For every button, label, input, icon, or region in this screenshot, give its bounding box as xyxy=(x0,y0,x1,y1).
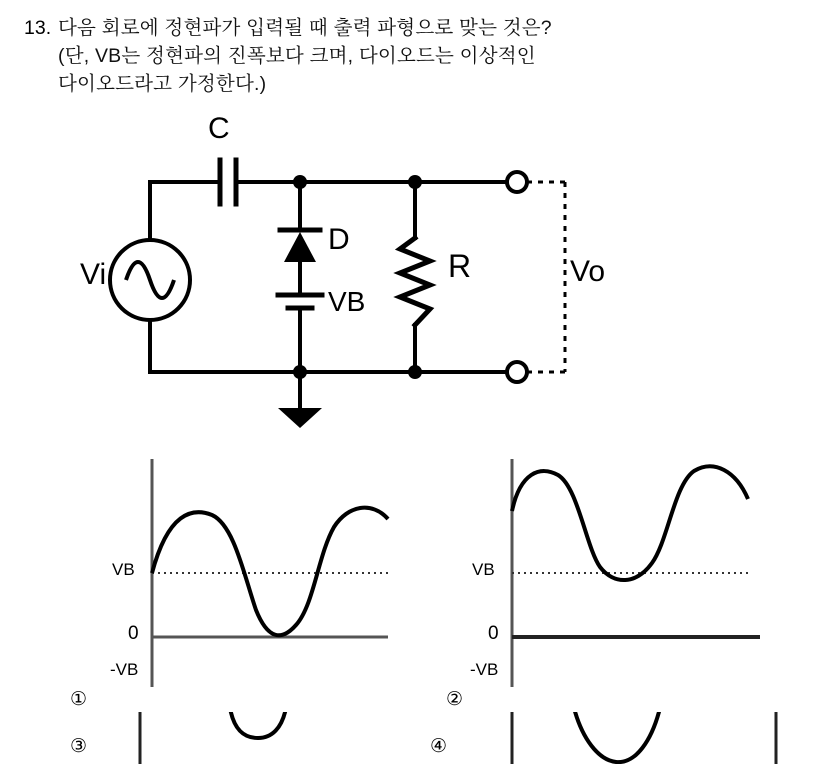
node-dot xyxy=(408,365,422,379)
question-number: 13. xyxy=(24,17,52,39)
choice-2-negvb-label: -VB xyxy=(470,660,499,679)
output-label: Vo xyxy=(570,255,606,288)
choice-2-zero-label: 0 xyxy=(488,623,499,644)
resistor-label: R xyxy=(448,248,472,284)
choice-2-waveform xyxy=(470,455,770,690)
capacitor-label: C xyxy=(208,112,230,145)
choice-3-waveform xyxy=(110,712,410,764)
output-terminal-top xyxy=(507,172,527,192)
question-block xyxy=(24,14,814,98)
choice-1-zero-label: 0 xyxy=(128,623,139,644)
output-terminal-bottom xyxy=(507,362,527,382)
ground-icon xyxy=(278,408,322,428)
choice-1-negvb-label: -VB xyxy=(110,660,139,679)
choice-4-waveform xyxy=(470,712,800,764)
node-dot xyxy=(293,365,307,379)
choice-label-4[interactable]: ④ xyxy=(430,736,448,757)
question-line-2: (단, VB는 정현파의 진폭보다 크며, 다이오드는 이상적인 xyxy=(58,45,536,67)
diode-icon xyxy=(284,232,316,262)
circuit-diagram xyxy=(70,112,670,440)
diode-label: D xyxy=(328,223,350,256)
node-dot xyxy=(293,175,307,189)
choice-label-2[interactable]: ② xyxy=(446,689,464,710)
choice-label-1[interactable]: ① xyxy=(70,689,88,710)
question-line-1: 다음 회로에 정현파가 입력될 때 출력 파형으로 맞는 것은? xyxy=(58,17,552,39)
question-line-3: 다이오드라고 가정한다.) xyxy=(58,73,267,95)
battery-label: VB xyxy=(328,286,366,317)
choice-2-vb-label: VB xyxy=(472,560,495,579)
choice-label-3[interactable]: ③ xyxy=(70,736,88,757)
choice-1-waveform xyxy=(110,455,410,690)
source-label: Vi xyxy=(80,258,107,291)
node-dot xyxy=(408,175,422,189)
choice-1-vb-label: VB xyxy=(112,560,135,579)
